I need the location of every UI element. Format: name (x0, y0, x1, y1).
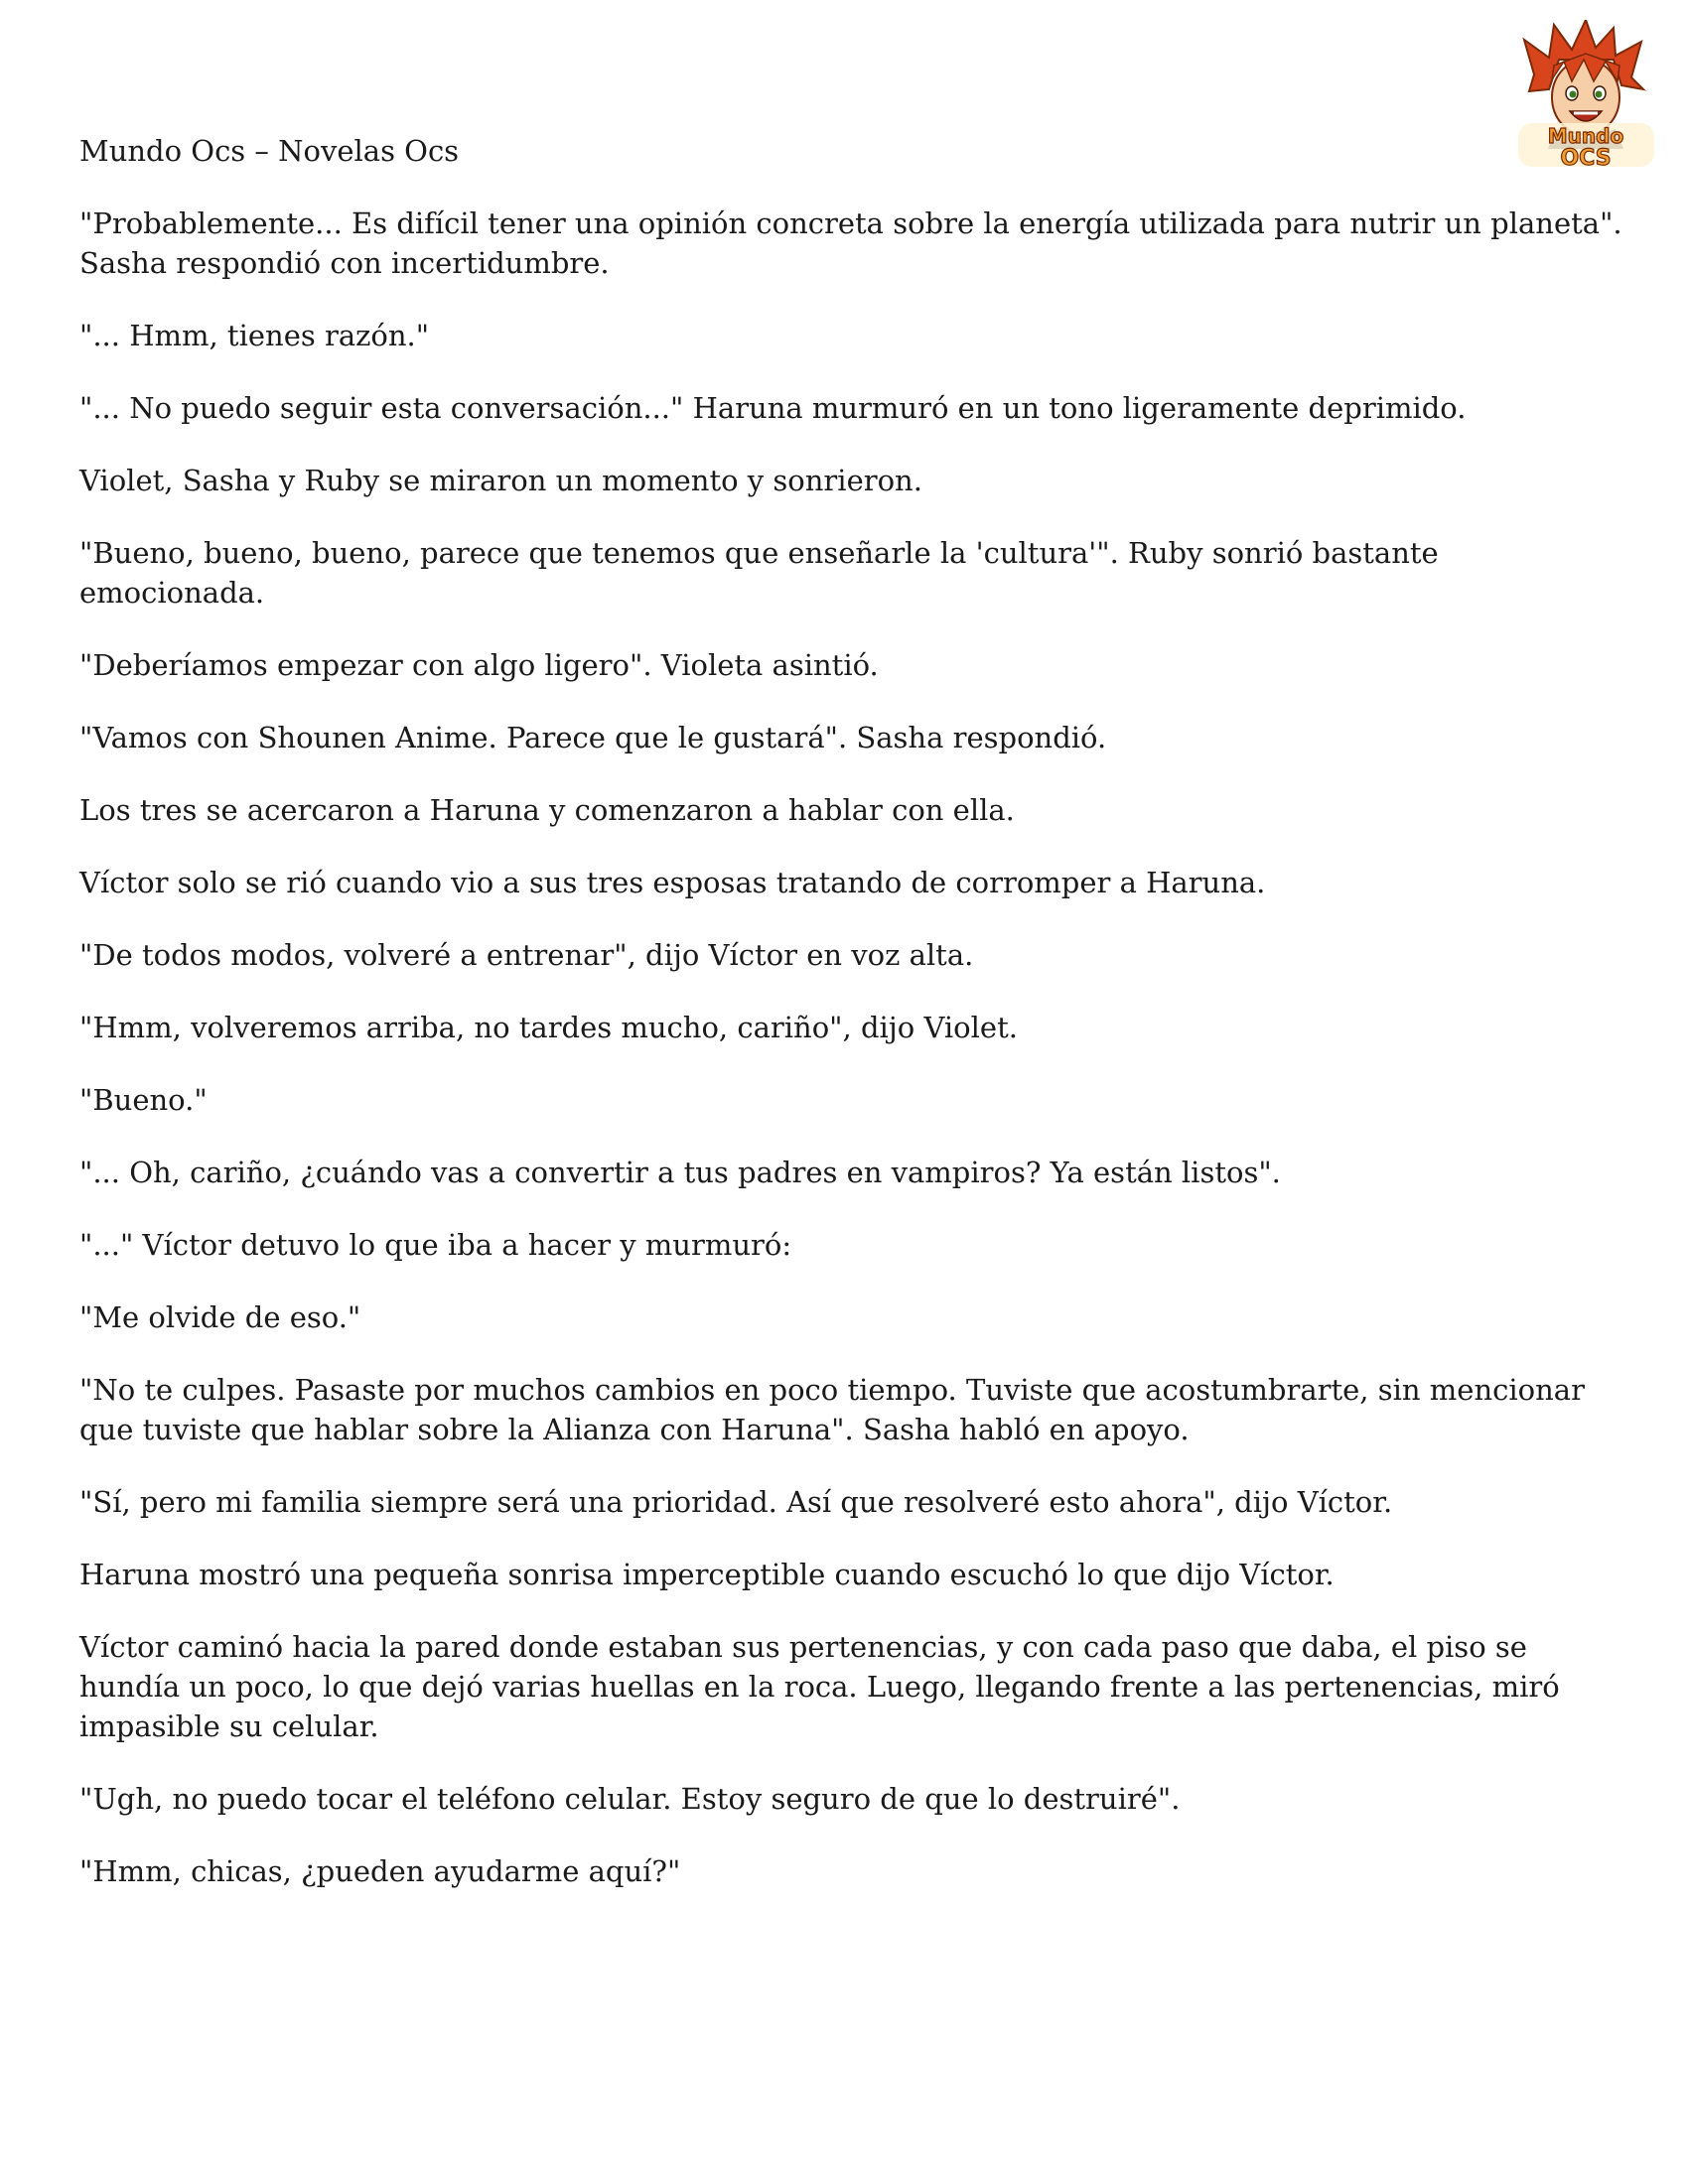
paragraph: "Vamos con Shounen Anime. Parece que le gustará". Sasha respondió. (79, 721, 1107, 754)
paragraph: "Sí, pero mi familia siempre será una prioridad. Así que resolveré esto ahora", dijo Víctor. (79, 1485, 1393, 1519)
paragraph: Víctor solo se rió cuando vio a sus tres esposas tratando de corromper a Haruna. (79, 866, 1266, 899)
document-header: Mundo Ocs – Novelas Ocs (79, 134, 460, 168)
paragraph: "Bueno, bueno, bueno, parece que tenemos que enseñarle la 'cultura'". Ruby sonrió bastante emocionada. (79, 536, 1439, 610)
svg-text:OCS: OCS (1560, 146, 1612, 169)
paragraph: Violet, Sasha y Ruby se miraron un momento y sonrieron. (79, 464, 922, 497)
paragraph: "Hmm, chicas, ¿pueden ayudarme aquí?" (79, 1854, 681, 1888)
mundo-ocs-logo (1514, 20, 1658, 169)
paragraph: "Ugh, no puedo tocar el teléfono celular. Estoy seguro de que lo destruiré". (79, 1782, 1181, 1816)
anime-character-logo-icon (1514, 20, 1658, 169)
document-body (79, 204, 1628, 1924)
paragraph: Haruna mostró una pequeña sonrisa imperceptible cuando escuchó lo que dijo Víctor. (79, 1558, 1335, 1591)
paragraph: "..." Víctor detuvo lo que iba a hacer y murmuró: (79, 1228, 792, 1262)
paragraph: "No te culpes. Pasaste por muchos cambios en poco tiempo. Tuviste que acostumbrarte, sin mencionar que tuviste que hablar sobre la Alianza con Haruna". Sasha habló en apoyo. (79, 1373, 1585, 1446)
paragraph: "... Oh, cariño, ¿cuándo vas a convertir a tus padres en vampiros? Ya están listos". (79, 1156, 1281, 1189)
paragraph: Los tres se acercaron a Haruna y comenzaron a hablar con ella. (79, 793, 1015, 827)
svg-text:Mundo: Mundo (1547, 124, 1624, 148)
paragraph: "Bueno." (79, 1083, 208, 1117)
paragraph: "De todos modos, volveré a entrenar", dijo Víctor en voz alta. (79, 938, 974, 972)
paragraph: Víctor caminó hacia la pared donde estaban sus pertenencias, y con cada paso que daba, el piso se hundía un poco, lo que dejó varias huellas en la roca. Luego, llegando frente a las pertenencias, miró impasible su celular. (79, 1630, 1560, 1743)
paragraph: "... No puedo seguir esta conversación..." Haruna murmuró en un tono ligeramente deprimido. (79, 391, 1467, 425)
paragraph: "Me olvide de eso." (79, 1300, 361, 1334)
paragraph: "Probablemente... Es difícil tener una opinión concreta sobre la energía utilizada para nutrir un planeta". Sasha respondió con incertidumbre. (79, 206, 1622, 280)
paragraph: "Hmm, volveremos arriba, no tardes mucho, cariño", dijo Violet. (79, 1011, 1018, 1044)
paragraph: "... Hmm, tienes razón." (79, 319, 430, 352)
paragraph: "Deberíamos empezar con algo ligero". Violeta asintió. (79, 648, 879, 682)
